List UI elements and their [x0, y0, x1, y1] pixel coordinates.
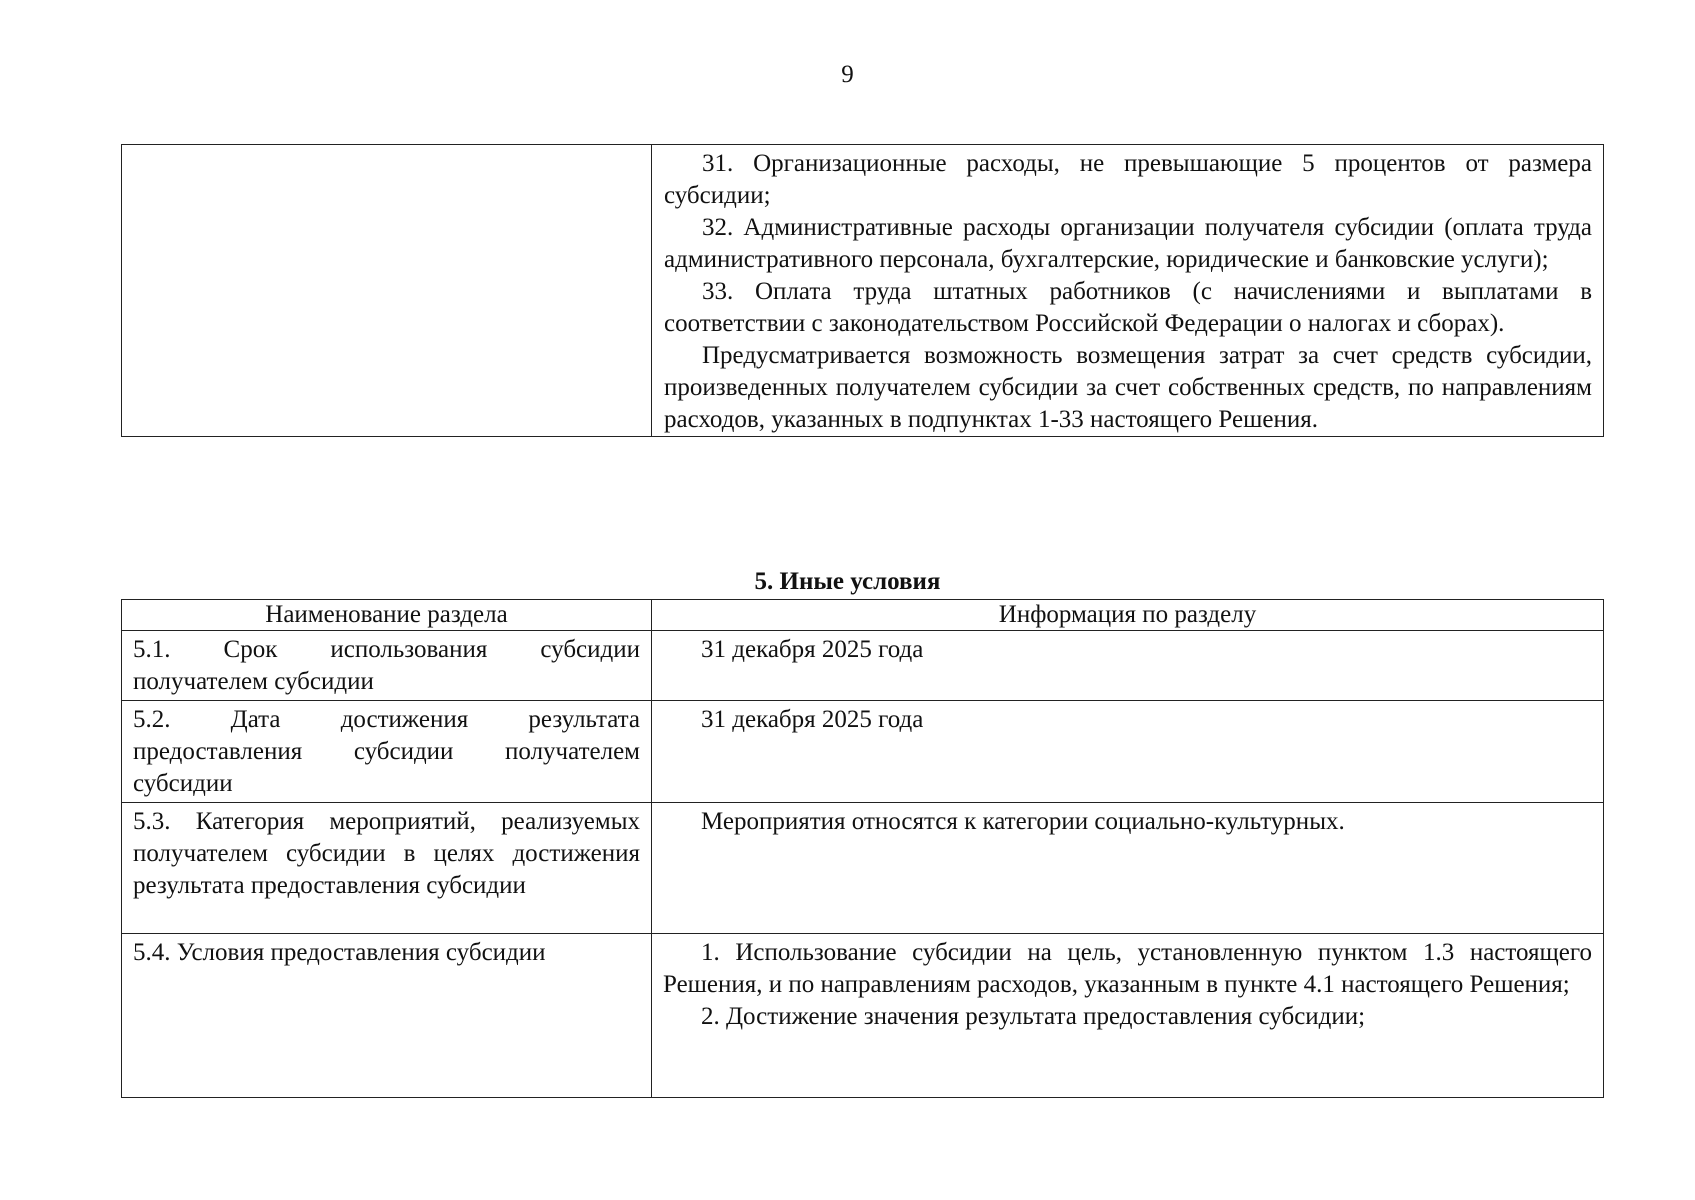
row-name-text: 5.2. Дата достижения результата предоставления субсидии получателем субсидии	[133, 706, 640, 797]
expense-item-33: 33. Оплата труда штатных работников (с начислениями и выплатами в соответствии с законодательством Российской Федерации о налогах и сборах).	[664, 278, 1592, 337]
expense-item-32: 32. Административные расходы организации получателя субсидии (оплата труда административного персонала, бухгалтерские, юридические и банковские услуги);	[664, 214, 1592, 273]
table-row	[122, 145, 1604, 437]
expense-item-31: 31. Организационные расходы, не превышающие 5 процентов от размера субсидии;	[664, 150, 1592, 209]
row-name-text: 5.4. Условия предоставления субсидии	[133, 939, 546, 966]
column-header-info: Информация по разделу	[652, 600, 1604, 631]
row-name-cell	[122, 701, 652, 803]
other-conditions-table	[121, 599, 1604, 1098]
table-header-row	[122, 600, 1604, 631]
row-info-cell	[652, 934, 1604, 1098]
row-name-cell	[122, 631, 652, 701]
row-name-text: 5.1. Срок использования субсидии получателем субсидии	[133, 636, 640, 695]
expenses-continuation-table	[121, 144, 1604, 437]
row-info-text: 31 декабря 2025 года	[701, 636, 924, 663]
column-header-name: Наименование раздела	[122, 600, 652, 631]
empty-left-cell	[122, 145, 652, 437]
reimbursement-paragraph: Предусматривается возможность возмещения затрат за счет средств субсидии, произведенных получателем субсидии за счет собственных средств, по направлениям расходов, указанных в подпунктах 1-33 настоящего Решения.	[664, 342, 1592, 433]
page-number: 9	[841, 61, 854, 88]
section-title: 5. Иные условия	[754, 568, 941, 595]
row-info-text: Мероприятия относятся к категории социально-культурных.	[701, 808, 1345, 835]
table-row	[122, 803, 1604, 934]
table-row	[122, 701, 1604, 803]
row-name-cell	[122, 803, 652, 934]
row-info-text: 31 декабря 2025 года	[701, 706, 924, 733]
row-info-cell	[652, 631, 1604, 701]
table-row	[122, 934, 1604, 1098]
table-row	[122, 631, 1604, 701]
condition-item-1: 1. Использование субсидии на цель, установленную пунктом 1.3 настоящего Решения, и по направлениям расходов, указанным в пункте 4.1 настоящего Решения;	[663, 939, 1592, 998]
row-info-cell	[652, 803, 1604, 934]
condition-item-2: 2. Достижение значения результата предоставления субсидии;	[701, 1003, 1366, 1030]
expenses-info-cell	[652, 145, 1604, 437]
row-info-cell	[652, 701, 1604, 803]
row-name-cell	[122, 934, 652, 1098]
row-name-text: 5.3. Категория мероприятий, реализуемых получателем субсидии в целях достижения результата предоставления субсидии	[133, 808, 640, 899]
